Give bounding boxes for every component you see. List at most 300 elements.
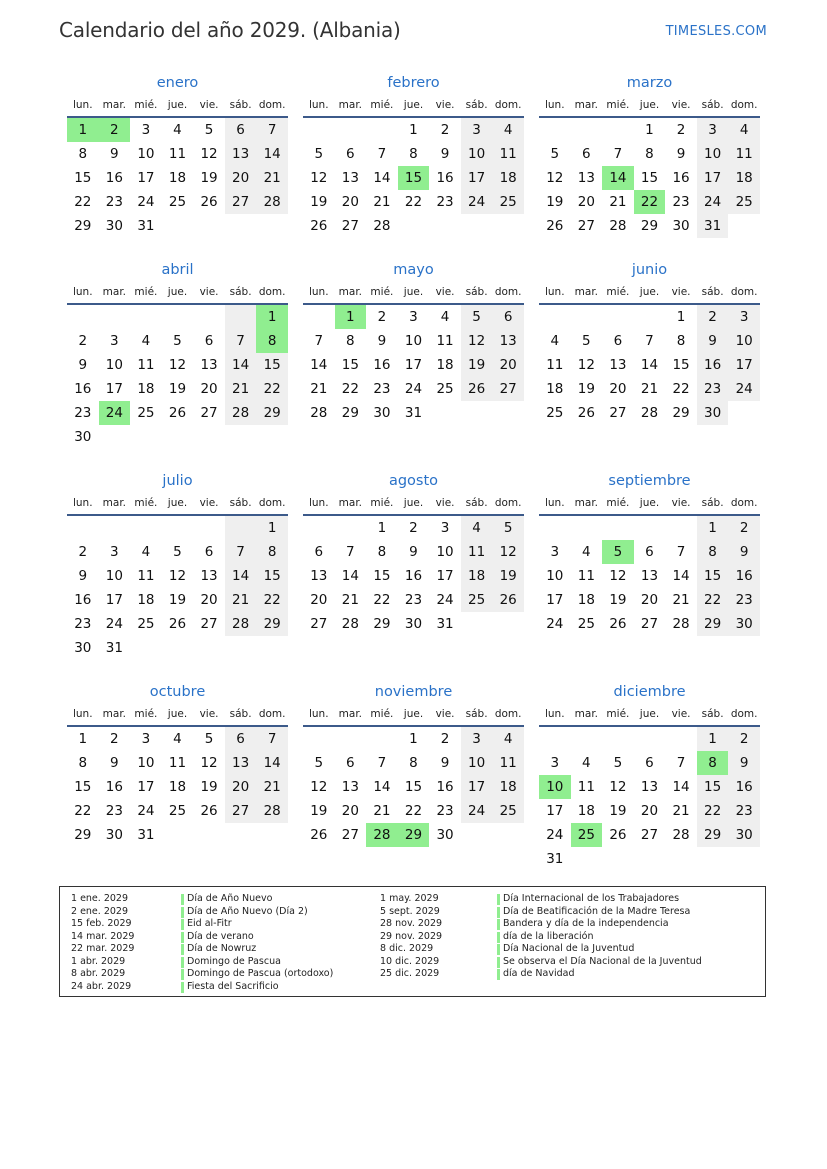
day-grid	[539, 118, 760, 238]
weekday-label: dom.	[258, 708, 286, 720]
calendar-day: 5	[492, 516, 524, 540]
calendar-day: 22	[256, 377, 288, 401]
calendar-day: 16	[672, 170, 690, 186]
calendar-day: 14	[672, 779, 690, 795]
calendar-day: 26	[200, 803, 218, 819]
weekday-label: vie.	[671, 497, 691, 509]
weekday-header	[67, 703, 288, 727]
calendar-day: 14	[640, 357, 659, 373]
calendar-day: 18	[168, 779, 187, 795]
calendar-day: 3	[461, 727, 493, 751]
calendar-day: 27	[640, 827, 659, 843]
month-mayo	[303, 259, 524, 425]
weekday-header	[539, 281, 760, 305]
legend-holiday-name: Día Internacional de los Trabajadores	[497, 893, 702, 906]
weekday-label: mié.	[134, 286, 158, 298]
weekday-label: sáb.	[229, 99, 252, 111]
calendar-day: 9	[377, 333, 387, 349]
legend-date: 1 abr. 2029	[71, 955, 126, 967]
calendar-day: 6	[204, 333, 214, 349]
calendar-day: 15	[341, 357, 359, 373]
calendar-day: 19	[546, 194, 564, 210]
calendar-day: 9	[728, 751, 760, 775]
weekday-label: lun.	[72, 497, 93, 509]
holiday-day: 8	[697, 751, 729, 775]
weekday-label: mié.	[370, 708, 394, 720]
weekday-label: vie.	[199, 497, 219, 509]
calendar-day: 11	[168, 146, 187, 162]
calendar-day: 26	[168, 616, 187, 632]
calendar-day: 25	[492, 190, 524, 214]
weekday-label: lun.	[544, 497, 565, 509]
calendar-day: 24	[105, 616, 123, 632]
calendar-day: 4	[173, 731, 182, 747]
calendar-day: 25	[137, 405, 155, 421]
legend-date: 5 sept. 2029	[380, 905, 440, 917]
calendar-day: 20	[640, 592, 659, 608]
day-grid	[303, 118, 524, 238]
calendar-day: 15	[697, 775, 729, 799]
calendar-day: 18	[436, 357, 454, 373]
day-grid	[67, 727, 288, 847]
calendar-day: 24	[546, 827, 564, 843]
calendar-day: 15	[373, 568, 391, 584]
weekday-label: dom.	[494, 708, 522, 720]
calendar-day: 21	[225, 588, 257, 612]
calendar-day: 2	[377, 309, 387, 325]
calendar-day: 4	[550, 333, 560, 349]
calendar-day: 30	[105, 218, 123, 234]
calendar-day: 26	[168, 405, 187, 421]
calendar-day: 31	[404, 405, 423, 421]
legend-date: 14 mar. 2029	[71, 930, 135, 942]
calendar-day: 14	[341, 568, 359, 584]
calendar-day: 20	[225, 775, 257, 799]
calendar-day: 11	[728, 142, 760, 166]
calendar-day: 28	[373, 218, 391, 234]
calendar-day: 17	[728, 353, 760, 377]
calendar-day: 26	[310, 827, 328, 843]
calendar-day: 14	[373, 779, 391, 795]
empty-cell	[571, 305, 603, 329]
calendar-day: 11	[137, 568, 155, 584]
weekday-label: sáb.	[229, 708, 252, 720]
holiday-day: 24	[99, 401, 131, 425]
empty-cell	[67, 305, 99, 329]
holiday-day: 10	[539, 775, 571, 799]
calendar-day: 20	[200, 592, 218, 608]
calendar-day: 3	[550, 544, 560, 560]
calendar-day: 11	[577, 779, 595, 795]
calendar-day: 19	[168, 592, 187, 608]
empty-cell	[539, 305, 571, 329]
calendar-day: 3	[110, 544, 119, 560]
calendar-day: 7	[225, 540, 257, 564]
calendar-day: 17	[461, 166, 493, 190]
calendar-day: 31	[546, 851, 564, 867]
empty-cell	[571, 118, 603, 142]
empty-cell	[539, 727, 571, 751]
calendar-day: 20	[492, 353, 524, 377]
month-name: julio	[162, 473, 193, 489]
calendar-day: 3	[440, 520, 450, 536]
calendar-day: 19	[168, 381, 187, 397]
calendar-day: 25	[728, 190, 760, 214]
weekday-header	[303, 94, 524, 118]
calendar-day: 1	[697, 727, 729, 751]
calendar-day: 28	[256, 190, 288, 214]
calendar-day: 24	[404, 381, 423, 397]
calendar-day: 17	[697, 166, 729, 190]
weekday-label: mar.	[338, 99, 363, 111]
calendar-day: 7	[676, 544, 686, 560]
weekday-label: mar.	[338, 497, 363, 509]
legend-holiday-name: Día de verano	[181, 931, 333, 944]
calendar-day: 1	[78, 731, 88, 747]
calendar-day: 24	[728, 377, 760, 401]
weekday-label: lun.	[308, 286, 329, 298]
month-septiembre	[539, 470, 760, 636]
calendar-day: 23	[404, 592, 423, 608]
calendar-day: 9	[409, 544, 418, 560]
calendar-day: 17	[105, 592, 123, 608]
calendar-day: 21	[609, 194, 627, 210]
calendar-day: 12	[200, 755, 218, 771]
calendar-day: 5	[204, 122, 214, 138]
calendar-day: 31	[436, 616, 454, 632]
calendar-day: 30	[74, 640, 92, 656]
weekday-label: mié.	[370, 99, 394, 111]
weekday-label: lun.	[308, 497, 329, 509]
calendar-day: 16	[728, 564, 760, 588]
calendar-day: 30	[373, 405, 391, 421]
empty-cell	[602, 305, 634, 329]
calendar-day: 27	[200, 405, 218, 421]
calendar-day: 12	[609, 568, 627, 584]
weekday-label: vie.	[435, 286, 455, 298]
calendar-day: 21	[256, 775, 288, 799]
weekday-label: mar.	[574, 286, 599, 298]
calendar-day: 27	[640, 616, 659, 632]
calendar-day: 13	[341, 779, 359, 795]
calendar-day: 21	[373, 194, 391, 210]
legend-date: 25 dic. 2029	[380, 968, 440, 979]
calendar-day: 5	[314, 146, 324, 162]
weekday-label: vie.	[671, 99, 691, 111]
calendar-day: 30	[728, 612, 760, 636]
calendar-day: 6	[346, 755, 355, 771]
calendar-day: 31	[105, 640, 123, 656]
weekday-label: mié.	[606, 286, 630, 298]
calendar-day: 23	[436, 803, 454, 819]
calendar-day: 9	[440, 146, 450, 162]
calendar-day: 23	[74, 616, 92, 632]
page-title: Calendario del año 2029. (Albania)	[59, 18, 401, 42]
legend-holiday-name: Día de Nowruz	[181, 943, 333, 956]
month-noviembre	[303, 681, 524, 847]
weekday-label: jue.	[639, 497, 660, 509]
calendar-day: 30	[672, 218, 690, 234]
calendar-day: 7	[314, 333, 324, 349]
calendar-day: 5	[204, 731, 214, 747]
weekday-label: dom.	[258, 99, 286, 111]
calendar-day: 3	[461, 118, 493, 142]
month-name: septiembre	[608, 473, 691, 489]
calendar-day: 4	[173, 122, 182, 138]
calendar-day: 13	[609, 357, 627, 373]
legend-holiday-name: Domingo de Pascua (ortodoxo)	[181, 968, 333, 981]
weekday-label: jue.	[167, 708, 188, 720]
weekday-label: jue.	[167, 286, 188, 298]
holiday-day: 5	[602, 540, 634, 564]
weekday-label: lun.	[72, 286, 93, 298]
weekday-label: jue.	[639, 99, 660, 111]
calendar-day: 29	[640, 218, 659, 234]
month-name: abril	[161, 262, 194, 278]
legend-dates-left	[71, 893, 134, 993]
calendar-day: 16	[105, 779, 123, 795]
calendar-day: 22	[256, 588, 288, 612]
calendar-day: 27	[492, 377, 524, 401]
calendar-day: 19	[577, 381, 595, 397]
weekday-label: mié.	[370, 497, 394, 509]
calendar-day: 11	[436, 333, 454, 349]
calendar-day: 8	[78, 146, 88, 162]
calendar-day: 1	[256, 516, 288, 540]
calendar-day: 17	[546, 803, 564, 819]
calendar-day: 2	[110, 731, 119, 747]
month-abril	[67, 259, 288, 449]
month-name: mayo	[393, 262, 434, 278]
calendar-day: 8	[409, 755, 418, 771]
empty-cell	[366, 118, 398, 142]
calendar-day: 4	[492, 727, 524, 751]
month-julio	[67, 470, 288, 660]
holiday-day: 8	[256, 329, 288, 353]
calendar-day: 16	[728, 775, 760, 799]
calendar-day: 14	[225, 564, 257, 588]
weekday-label: jue.	[639, 286, 660, 298]
calendar-day: 24	[546, 616, 564, 632]
calendar-day: 12	[577, 357, 595, 373]
calendar-day: 10	[697, 142, 729, 166]
calendar-day: 13	[310, 568, 328, 584]
calendar-day: 4	[582, 544, 591, 560]
legend-date: 1 ene. 2029	[71, 893, 128, 904]
calendar-day: 23	[436, 194, 454, 210]
calendar-day: 19	[492, 564, 524, 588]
calendar-day: 18	[577, 803, 595, 819]
calendar-day: 10	[105, 357, 123, 373]
legend-holiday-name: Eid al-Fitr	[181, 918, 333, 931]
weekday-label: dom.	[494, 99, 522, 111]
empty-cell	[634, 305, 666, 329]
calendar-day: 2	[409, 520, 418, 536]
weekday-label: mar.	[102, 708, 127, 720]
empty-cell	[193, 305, 225, 329]
weekday-label: sáb.	[465, 286, 488, 298]
calendar-day: 24	[697, 190, 729, 214]
calendar-day: 26	[461, 377, 493, 401]
month-marzo	[539, 72, 760, 238]
calendar-day: 6	[346, 146, 355, 162]
calendar-day: 16	[105, 170, 123, 186]
holiday-day: 22	[634, 190, 666, 214]
weekday-label: vie.	[671, 286, 691, 298]
calendar-day: 13	[225, 751, 257, 775]
calendar-day: 12	[310, 170, 328, 186]
calendar-day: 14	[225, 353, 257, 377]
weekday-label: sáb.	[701, 708, 724, 720]
calendar-day: 11	[577, 568, 595, 584]
calendar-day: 24	[436, 592, 454, 608]
month-name: junio	[631, 262, 668, 278]
empty-cell	[634, 727, 666, 751]
weekday-label: sáb.	[701, 99, 724, 111]
calendar-day: 22	[74, 803, 92, 819]
calendar-day: 26	[492, 588, 524, 612]
calendar-day: 27	[577, 218, 595, 234]
calendar-day: 8	[256, 540, 288, 564]
month-name: agosto	[388, 473, 439, 489]
weekday-header	[303, 492, 524, 516]
calendar-day: 4	[461, 516, 493, 540]
weekday-label: mié.	[606, 708, 630, 720]
calendar-day: 8	[377, 544, 387, 560]
calendar-day: 23	[373, 381, 391, 397]
empty-cell	[602, 516, 634, 540]
calendar-day: 24	[137, 194, 155, 210]
empty-cell	[225, 516, 257, 540]
weekday-label: vie.	[435, 708, 455, 720]
calendar-day: 1	[645, 122, 654, 138]
calendar-day: 26	[546, 218, 564, 234]
calendar-day: 6	[225, 727, 257, 751]
calendar-day: 28	[672, 616, 690, 632]
holiday-day: 29	[398, 823, 430, 847]
weekday-header	[303, 703, 524, 727]
calendar-day: 23	[105, 803, 123, 819]
month-febrero	[303, 72, 524, 238]
calendar-day: 21	[310, 381, 328, 397]
day-grid	[303, 516, 524, 636]
legend-holiday-name: Bandera y día de la independencia	[497, 918, 702, 931]
calendar-day: 10	[461, 751, 493, 775]
weekday-label: mar.	[574, 708, 599, 720]
calendar-day: 1	[697, 516, 729, 540]
day-grid	[539, 727, 760, 871]
calendar-day: 30	[728, 823, 760, 847]
calendar-day: 5	[550, 146, 560, 162]
empty-cell	[539, 118, 571, 142]
empty-cell	[162, 305, 194, 329]
calendar-day: 27	[225, 799, 257, 823]
legend-holiday-name: Día Nacional de la Juventud	[497, 943, 702, 956]
calendar-day: 14	[672, 568, 690, 584]
calendar-day: 21	[225, 377, 257, 401]
day-grid	[303, 727, 524, 847]
calendar-day: 20	[577, 194, 595, 210]
calendar-day: 23	[728, 799, 760, 823]
brand-logo[interactable]: TIMESLES.COM	[665, 24, 767, 39]
calendar-day: 9	[110, 755, 119, 771]
calendar-day: 15	[697, 564, 729, 588]
weekday-label: jue.	[403, 99, 424, 111]
calendar-day: 13	[640, 779, 659, 795]
calendar-day: 18	[492, 166, 524, 190]
calendar-day: 22	[672, 381, 690, 397]
calendar-day: 16	[74, 381, 92, 397]
calendar-day: 7	[377, 755, 387, 771]
legend-holiday-name: Día de Año Nuevo	[181, 893, 333, 906]
weekday-label: vie.	[199, 708, 219, 720]
empty-cell	[602, 727, 634, 751]
calendar-day: 25	[436, 381, 454, 397]
calendar-day: 6	[613, 333, 623, 349]
weekday-header	[539, 703, 760, 727]
holiday-day: 1	[335, 305, 367, 329]
calendar-day: 10	[728, 329, 760, 353]
holiday-day: 28	[366, 823, 398, 847]
empty-cell	[335, 727, 367, 751]
calendar-day: 20	[609, 381, 627, 397]
calendar-day: 18	[137, 381, 155, 397]
weekday-header	[67, 281, 288, 305]
calendar-day: 29	[256, 612, 288, 636]
calendar-day: 12	[200, 146, 218, 162]
weekday-label: sáb.	[701, 286, 724, 298]
calendar-day: 11	[168, 755, 187, 771]
calendar-day: 12	[168, 568, 187, 584]
weekday-label: mar.	[574, 99, 599, 111]
empty-cell	[602, 118, 634, 142]
weekday-label: mié.	[134, 99, 158, 111]
legend-holiday-name: Día de Año Nuevo (Día 2)	[181, 906, 333, 919]
calendar-day: 8	[409, 146, 418, 162]
calendar-day: 1	[409, 122, 418, 138]
weekday-label: vie.	[199, 286, 219, 298]
calendar-day: 13	[640, 568, 659, 584]
calendar-day: 5	[314, 755, 324, 771]
empty-cell	[571, 727, 603, 751]
calendar-day: 8	[346, 333, 355, 349]
calendar-day: 28	[256, 799, 288, 823]
calendar-day: 29	[697, 823, 729, 847]
calendar-day: 9	[78, 357, 88, 373]
calendar-day: 23	[728, 588, 760, 612]
empty-cell	[335, 516, 367, 540]
calendar-day: 27	[310, 616, 328, 632]
calendar-day: 10	[105, 568, 123, 584]
empty-cell	[99, 516, 131, 540]
empty-cell	[539, 516, 571, 540]
calendar-day: 26	[609, 616, 627, 632]
weekday-label: jue.	[167, 497, 188, 509]
calendar-day: 13	[200, 357, 218, 373]
day-grid	[303, 305, 524, 425]
calendar-day: 3	[728, 305, 760, 329]
calendar-day: 13	[577, 170, 595, 186]
calendar-day: 19	[310, 194, 328, 210]
weekday-header	[539, 492, 760, 516]
calendar-day: 19	[200, 170, 218, 186]
calendar-day: 29	[697, 612, 729, 636]
calendar-day: 29	[341, 405, 359, 421]
calendar-day: 16	[697, 353, 729, 377]
calendar-day: 21	[672, 803, 690, 819]
calendar-day: 22	[697, 588, 729, 612]
legend-date: 24 abr. 2029	[71, 980, 132, 992]
